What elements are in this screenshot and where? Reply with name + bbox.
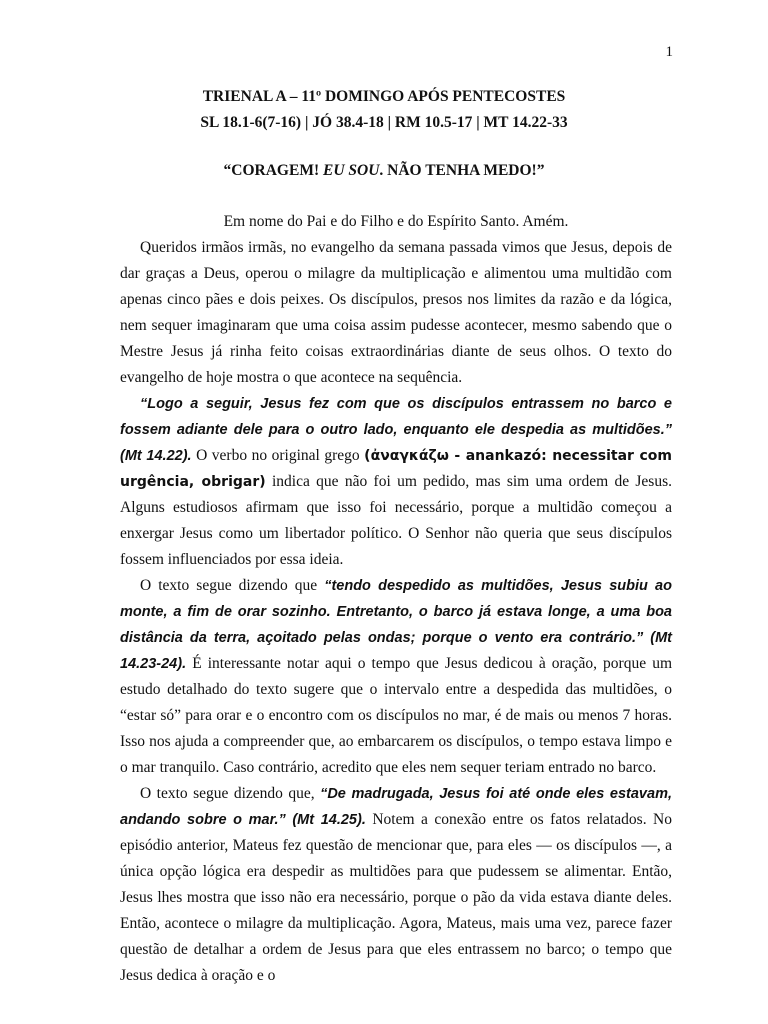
paragraph-2 [120, 391, 672, 573]
paragraph-3-text-a: O texto segue dizendo que [140, 577, 325, 594]
sermon-title [0, 161, 768, 181]
page-number: 1 [665, 44, 673, 60]
title-part-emphasis: EU SOU [322, 162, 380, 179]
sermon-body [120, 209, 672, 989]
paragraph-4-text-a: O texto segue dizendo que, [140, 785, 321, 802]
paragraph-3-text-b: É interessante notar aqui o tempo que Jesus dedicou à oração, porque um estudo detalhado do texto sugere que o intervalo entre a despedida das multidões, o “estar só” para orar e o encontro com os discípulos no mar, é de mais ou menos 7 horas. Isso nos ajuda a compreender que, ao embarcarem os discípulos, o tempo estava limpo e o mar tranquilo. Caso contrário, acredito que eles nem sequer teriam entrado no barco. [120, 655, 672, 776]
bible-quote-mt-14-22: “Logo a seguir, Jesus fez com que os discípulos entrassem no barco e fossem adiante dele para o outro lado, enquanto ele despedia as multidões.” (Mt 14.22). [120, 396, 672, 464]
sermon-heading: TRIENAL A – 11º DOMINGO APÓS PENTECOSTES [202, 88, 566, 105]
title-part-c: . NÃO TENHA MEDO!” [379, 162, 545, 179]
paragraph-4-text-b: Notem a conexão entre os fatos relatados. No episódio anterior, Mateus fez questão de mencionar que, para eles — os discípulos —, a única opção lógica era despedir as multidões para que pudessem se alimentar. Então, Jesus lhes mostra que isso não era necessário, porque o pão da vida estava diante deles. Então, acontece o milagre da multiplicação. Agora, Mateus, mais uma vez, parece fazer questão de detalhar a ordem de Jesus para que eles entrassem no barco; o tempo que Jesus dedica à oração e o [120, 811, 673, 984]
paragraph-1: Queridos irmãos irmãs, no evangelho da semana passada vimos que Jesus, depois de dar graças a Deus, operou o milagre da multiplicação e alimentou uma multidão com apenas cinco pães e dois peixes. Os discípulos, presos nos limites da razão e da lógica, nem sequer imaginaram que uma coisa assim pudesse acontecer, mesmo sabendo que o Mestre Jesus já rinha feito coisas extraordinárias diante de seus olhos. O texto do evangelho de hoje mostra o que acontece na sequência. [120, 239, 672, 386]
scripture-references: SL 18.1-6(7-16) | JÓ 38.4-18 | RM 10.5-17 | MT 14.22-33 [200, 114, 568, 131]
bible-quote-mt-14-23: “tendo despedido as multidões, Jesus subiu ao monte, a fim de orar sozinho. Entretanto, o barco já estava longe, a uma boa distância da terra, açoitado pelas ondas; porque o vento era contrário.” (Mt 14.23-24). [120, 578, 672, 672]
title-part-a: “CORAGEM! [223, 162, 323, 179]
opening-invocation: Em nome do Pai e do Filho e do Espírito Santo. Amém. [223, 213, 569, 230]
paragraph-4 [120, 781, 672, 989]
paragraph-3 [120, 573, 672, 781]
paragraph-2-text-a: O verbo no original grego [191, 447, 365, 464]
bible-quote-mt-14-25: “De madrugada, Jesus foi até onde eles estavam, andando sobre o mar.” (Mt 14.25). [120, 786, 672, 828]
paragraph-2-text-b: indica que não foi um pedido, mas sim uma ordem de Jesus. Alguns estudiosos afirmam que isso foi necessário, porque a multidão começou a enxergar Jesus como um libertador político. O Senhor não queria que seus discípulos fossem influenciados por essa ideia. [120, 473, 672, 568]
greek-term: (ἀναγκάζω - anankazó: necessitar com urgência, obrigar) [120, 448, 672, 490]
